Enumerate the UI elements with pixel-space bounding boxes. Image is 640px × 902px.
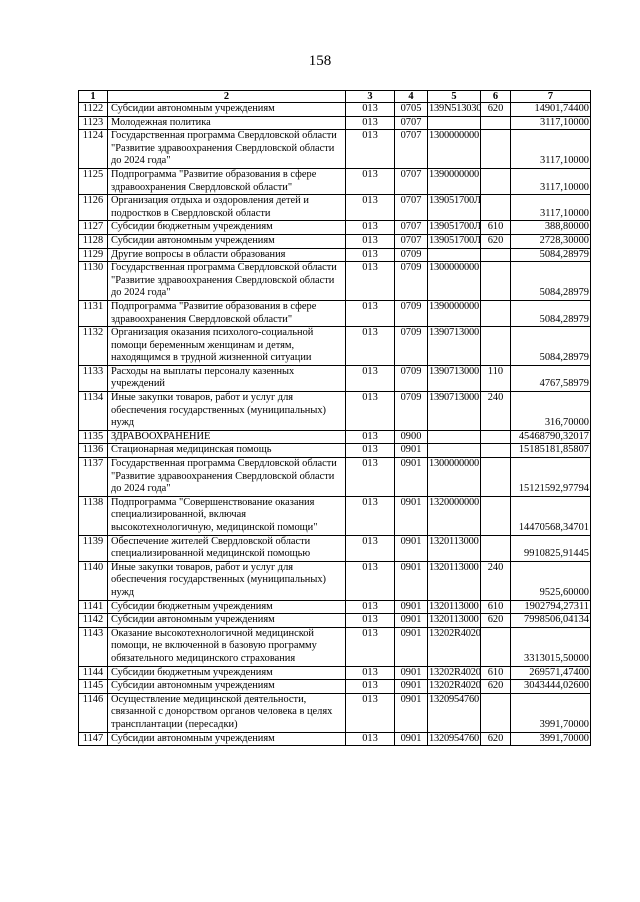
- row-expense-type: 620: [481, 732, 511, 746]
- row-amount: 9525,60000: [511, 561, 591, 600]
- row-name: ЗДРАВООХРАНЕНИЕ: [108, 430, 346, 444]
- row-target-code: 1320954760: [428, 693, 481, 732]
- row-target-code: 13202R4020: [428, 680, 481, 694]
- table-row: [79, 392, 591, 431]
- row-target-code: 13202R4020: [428, 627, 481, 666]
- row-target-code: 1320113000: [428, 561, 481, 600]
- header-col-5: 5: [428, 91, 481, 103]
- table-row: [79, 365, 591, 391]
- row-number: 1126: [79, 195, 108, 221]
- row-target-code: 1300000000: [428, 130, 481, 169]
- row-number: 1133: [79, 365, 108, 391]
- row-admin-code: 013: [346, 430, 395, 444]
- row-admin-code: 013: [346, 732, 395, 746]
- row-admin-code: 013: [346, 248, 395, 262]
- row-target-code: 1300000000: [428, 262, 481, 301]
- row-amount: 4767,58979: [511, 365, 591, 391]
- row-expense-type: 620: [481, 614, 511, 628]
- row-number: 1130: [79, 262, 108, 301]
- row-number: 1143: [79, 627, 108, 666]
- row-expense-type: 610: [481, 221, 511, 235]
- row-admin-code: 013: [346, 195, 395, 221]
- row-section-code: 0901: [395, 600, 428, 614]
- row-name: Государственная программа Свердловской области "Развитие здравоохранения Свердловской области до 2024 года": [108, 262, 346, 301]
- row-number: 1123: [79, 116, 108, 130]
- table-row: [79, 103, 591, 117]
- row-amount: 5084,28979: [511, 327, 591, 366]
- row-section-code: 0705: [395, 103, 428, 117]
- table-row: [79, 680, 591, 694]
- table-row: [79, 300, 591, 326]
- row-name: Другие вопросы в области образования: [108, 248, 346, 262]
- row-admin-code: 013: [346, 327, 395, 366]
- row-admin-code: 013: [346, 130, 395, 169]
- row-section-code: 0707: [395, 168, 428, 194]
- budget-table: [78, 90, 591, 746]
- row-expense-type: 610: [481, 600, 511, 614]
- row-name: Субсидии автономным учреждениям: [108, 614, 346, 628]
- table-row: [79, 444, 591, 458]
- row-amount: 14470568,34701: [511, 496, 591, 535]
- row-admin-code: 013: [346, 365, 395, 391]
- row-target-code: [428, 116, 481, 130]
- row-name: Обеспечение жителей Свердловской области специализированной медицинской помощью: [108, 535, 346, 561]
- row-number: 1127: [79, 221, 108, 235]
- row-expense-type: [481, 327, 511, 366]
- row-admin-code: 013: [346, 496, 395, 535]
- row-target-code: 1300000000: [428, 458, 481, 497]
- row-name: Субсидии автономным учреждениям: [108, 234, 346, 248]
- row-name: Организация отдыха и оздоровления детей и подростков в Свердловской области: [108, 195, 346, 221]
- row-admin-code: 013: [346, 600, 395, 614]
- row-amount: 9910825,91445: [511, 535, 591, 561]
- row-section-code: 0709: [395, 327, 428, 366]
- header-col-2: 2: [108, 91, 346, 103]
- row-amount: 5084,28979: [511, 262, 591, 301]
- row-amount: 3043444,02600: [511, 680, 591, 694]
- row-expense-type: [481, 458, 511, 497]
- table-row: [79, 535, 591, 561]
- row-section-code: 0901: [395, 666, 428, 680]
- row-number: 1141: [79, 600, 108, 614]
- row-number: 1146: [79, 693, 108, 732]
- row-admin-code: 013: [346, 458, 395, 497]
- row-expense-type: [481, 300, 511, 326]
- row-name: Субсидии бюджетным учреждениям: [108, 221, 346, 235]
- row-target-code: 139051700Л: [428, 234, 481, 248]
- row-name: Подпрограмма "Совершенствование оказания специализированной, включая высокотехнологичную, медицинской помощи": [108, 496, 346, 535]
- row-section-code: 0707: [395, 221, 428, 235]
- row-number: 1124: [79, 130, 108, 169]
- row-admin-code: 013: [346, 666, 395, 680]
- row-admin-code: 013: [346, 221, 395, 235]
- row-target-code: 1320000000: [428, 496, 481, 535]
- row-admin-code: 013: [346, 614, 395, 628]
- row-number: 1142: [79, 614, 108, 628]
- row-expense-type: 240: [481, 561, 511, 600]
- table-row: [79, 430, 591, 444]
- row-expense-type: [481, 116, 511, 130]
- row-section-code: 0707: [395, 116, 428, 130]
- row-section-code: 0901: [395, 496, 428, 535]
- row-name: Иные закупки товаров, работ и услуг для обеспечения государственных (муниципальных) нужд: [108, 392, 346, 431]
- row-name: Расходы на выплаты персоналу казенных учреждений: [108, 365, 346, 391]
- row-target-code: 1320954760: [428, 732, 481, 746]
- row-number: 1137: [79, 458, 108, 497]
- row-admin-code: 013: [346, 392, 395, 431]
- row-amount: 14901,74400: [511, 103, 591, 117]
- table-row: [79, 627, 591, 666]
- table-row: [79, 666, 591, 680]
- row-target-code: 1390000000: [428, 168, 481, 194]
- table-row: [79, 732, 591, 746]
- row-name: Субсидии автономным учреждениям: [108, 732, 346, 746]
- row-target-code: 1390713000: [428, 365, 481, 391]
- table-row: [79, 116, 591, 130]
- row-target-code: [428, 430, 481, 444]
- row-expense-type: [481, 195, 511, 221]
- table-row: [79, 168, 591, 194]
- header-col-7: 7: [511, 91, 591, 103]
- row-target-code: 139N513030: [428, 103, 481, 117]
- row-section-code: 0901: [395, 693, 428, 732]
- table-row: [79, 614, 591, 628]
- row-section-code: 0709: [395, 248, 428, 262]
- table-row: [79, 561, 591, 600]
- row-section-code: 0901: [395, 680, 428, 694]
- header-col-3: 3: [346, 91, 395, 103]
- table-row: [79, 221, 591, 235]
- row-admin-code: 013: [346, 103, 395, 117]
- row-expense-type: 620: [481, 680, 511, 694]
- row-expense-type: [481, 262, 511, 301]
- row-expense-type: [481, 496, 511, 535]
- row-target-code: 1390713000: [428, 392, 481, 431]
- row-target-code: 1390713000: [428, 327, 481, 366]
- row-expense-type: 610: [481, 666, 511, 680]
- header-col-1: 1: [79, 91, 108, 103]
- row-admin-code: 013: [346, 300, 395, 326]
- row-expense-type: [481, 248, 511, 262]
- row-section-code: 0707: [395, 234, 428, 248]
- row-number: 1129: [79, 248, 108, 262]
- row-target-code: [428, 248, 481, 262]
- row-amount: 45468790,32017: [511, 430, 591, 444]
- row-number: 1128: [79, 234, 108, 248]
- row-admin-code: 013: [346, 627, 395, 666]
- row-section-code: 0901: [395, 458, 428, 497]
- row-name: Организация оказания психолого-социальной помощи беременным женщинам и детям, находящимся в трудной жизненной ситуации: [108, 327, 346, 366]
- row-expense-type: [481, 627, 511, 666]
- row-name: Субсидии бюджетным учреждениям: [108, 600, 346, 614]
- row-amount: 5084,28979: [511, 248, 591, 262]
- row-amount: 7998506,04134: [511, 614, 591, 628]
- row-expense-type: [481, 535, 511, 561]
- row-number: 1139: [79, 535, 108, 561]
- row-amount: 3117,10000: [511, 168, 591, 194]
- row-section-code: 0901: [395, 732, 428, 746]
- row-name: Государственная программа Свердловской области "Развитие здравоохранения Свердловской области до 2024 года": [108, 458, 346, 497]
- row-expense-type: [481, 430, 511, 444]
- row-section-code: 0709: [395, 262, 428, 301]
- row-amount: 2728,30000: [511, 234, 591, 248]
- row-number: 1136: [79, 444, 108, 458]
- row-admin-code: 013: [346, 535, 395, 561]
- table-row: [79, 130, 591, 169]
- row-amount: 3117,10000: [511, 195, 591, 221]
- row-amount: 1902794,27311: [511, 600, 591, 614]
- row-number: 1145: [79, 680, 108, 694]
- row-name: Оказание высокотехнологичной медицинской помощи, не включенной в базовую программу обязательного медицинского страхования: [108, 627, 346, 666]
- row-amount: 269571,47400: [511, 666, 591, 680]
- row-admin-code: 013: [346, 234, 395, 248]
- row-section-code: 0709: [395, 392, 428, 431]
- row-amount: 3991,70000: [511, 732, 591, 746]
- table-row: [79, 327, 591, 366]
- row-target-code: 1320113000: [428, 535, 481, 561]
- row-name: Иные закупки товаров, работ и услуг для обеспечения государственных (муниципальных) нужд: [108, 561, 346, 600]
- table-body: [79, 103, 591, 746]
- row-name: Осуществление медицинской деятельности, связанной с донорством органов человека в целях трансплантации (пересадки): [108, 693, 346, 732]
- row-number: 1131: [79, 300, 108, 326]
- row-section-code: 0901: [395, 535, 428, 561]
- row-number: 1125: [79, 168, 108, 194]
- row-amount: 3117,10000: [511, 130, 591, 169]
- row-number: 1122: [79, 103, 108, 117]
- row-name: Субсидии автономным учреждениям: [108, 680, 346, 694]
- row-amount: 15185181,85807: [511, 444, 591, 458]
- table-row: [79, 496, 591, 535]
- row-section-code: 0709: [395, 300, 428, 326]
- row-amount: 316,70000: [511, 392, 591, 431]
- row-admin-code: 013: [346, 168, 395, 194]
- row-expense-type: 110: [481, 365, 511, 391]
- row-target-code: 1320113000: [428, 614, 481, 628]
- row-section-code: 0901: [395, 444, 428, 458]
- row-admin-code: 013: [346, 693, 395, 732]
- row-expense-type: [481, 130, 511, 169]
- row-number: 1140: [79, 561, 108, 600]
- row-target-code: [428, 444, 481, 458]
- row-admin-code: 013: [346, 444, 395, 458]
- row-expense-type: 240: [481, 392, 511, 431]
- row-number: 1135: [79, 430, 108, 444]
- page-number: 158: [308, 53, 332, 69]
- row-number: 1144: [79, 666, 108, 680]
- row-section-code: 0900: [395, 430, 428, 444]
- row-section-code: 0901: [395, 614, 428, 628]
- table-row: [79, 248, 591, 262]
- row-target-code: 13202R4020: [428, 666, 481, 680]
- header-col-6: 6: [481, 91, 511, 103]
- row-expense-type: [481, 168, 511, 194]
- table-row: [79, 693, 591, 732]
- row-target-code: 1390000000: [428, 300, 481, 326]
- row-section-code: 0901: [395, 561, 428, 600]
- table-row: [79, 262, 591, 301]
- row-number: 1132: [79, 327, 108, 366]
- row-amount: 3313015,50000: [511, 627, 591, 666]
- header-col-4: 4: [395, 91, 428, 103]
- row-target-code: 1320113000: [428, 600, 481, 614]
- row-number: 1138: [79, 496, 108, 535]
- row-name: Подпрограмма "Развитие образования в сфере здравоохранения Свердловской области": [108, 168, 346, 194]
- row-section-code: 0709: [395, 365, 428, 391]
- row-admin-code: 013: [346, 561, 395, 600]
- row-amount: 3991,70000: [511, 693, 591, 732]
- row-section-code: 0707: [395, 130, 428, 169]
- table-row: [79, 234, 591, 248]
- row-amount: 388,80000: [511, 221, 591, 235]
- row-name: Стационарная медицинская помощь: [108, 444, 346, 458]
- row-number: 1134: [79, 392, 108, 431]
- row-section-code: 0901: [395, 627, 428, 666]
- row-expense-type: 620: [481, 103, 511, 117]
- row-amount: 3117,10000: [511, 116, 591, 130]
- row-amount: 5084,28979: [511, 300, 591, 326]
- row-name: Молодежная политика: [108, 116, 346, 130]
- row-admin-code: 013: [346, 116, 395, 130]
- row-expense-type: [481, 693, 511, 732]
- row-section-code: 0707: [395, 195, 428, 221]
- row-name: Субсидии бюджетным учреждениям: [108, 666, 346, 680]
- row-expense-type: 620: [481, 234, 511, 248]
- row-name: Подпрограмма "Развитие образования в сфере здравоохранения Свердловской области": [108, 300, 346, 326]
- table-row: [79, 195, 591, 221]
- row-expense-type: [481, 444, 511, 458]
- row-name: Субсидии автономным учреждениям: [108, 103, 346, 117]
- row-target-code: 139051700Л: [428, 221, 481, 235]
- row-name: Государственная программа Свердловской области "Развитие здравоохранения Свердловской области до 2024 года": [108, 130, 346, 169]
- table-row: [79, 458, 591, 497]
- row-number: 1147: [79, 732, 108, 746]
- row-admin-code: 013: [346, 262, 395, 301]
- header-row: [79, 91, 591, 103]
- row-admin-code: 013: [346, 680, 395, 694]
- row-target-code: 139051700Л: [428, 195, 481, 221]
- row-amount: 15121592,97794: [511, 458, 591, 497]
- table-row: [79, 600, 591, 614]
